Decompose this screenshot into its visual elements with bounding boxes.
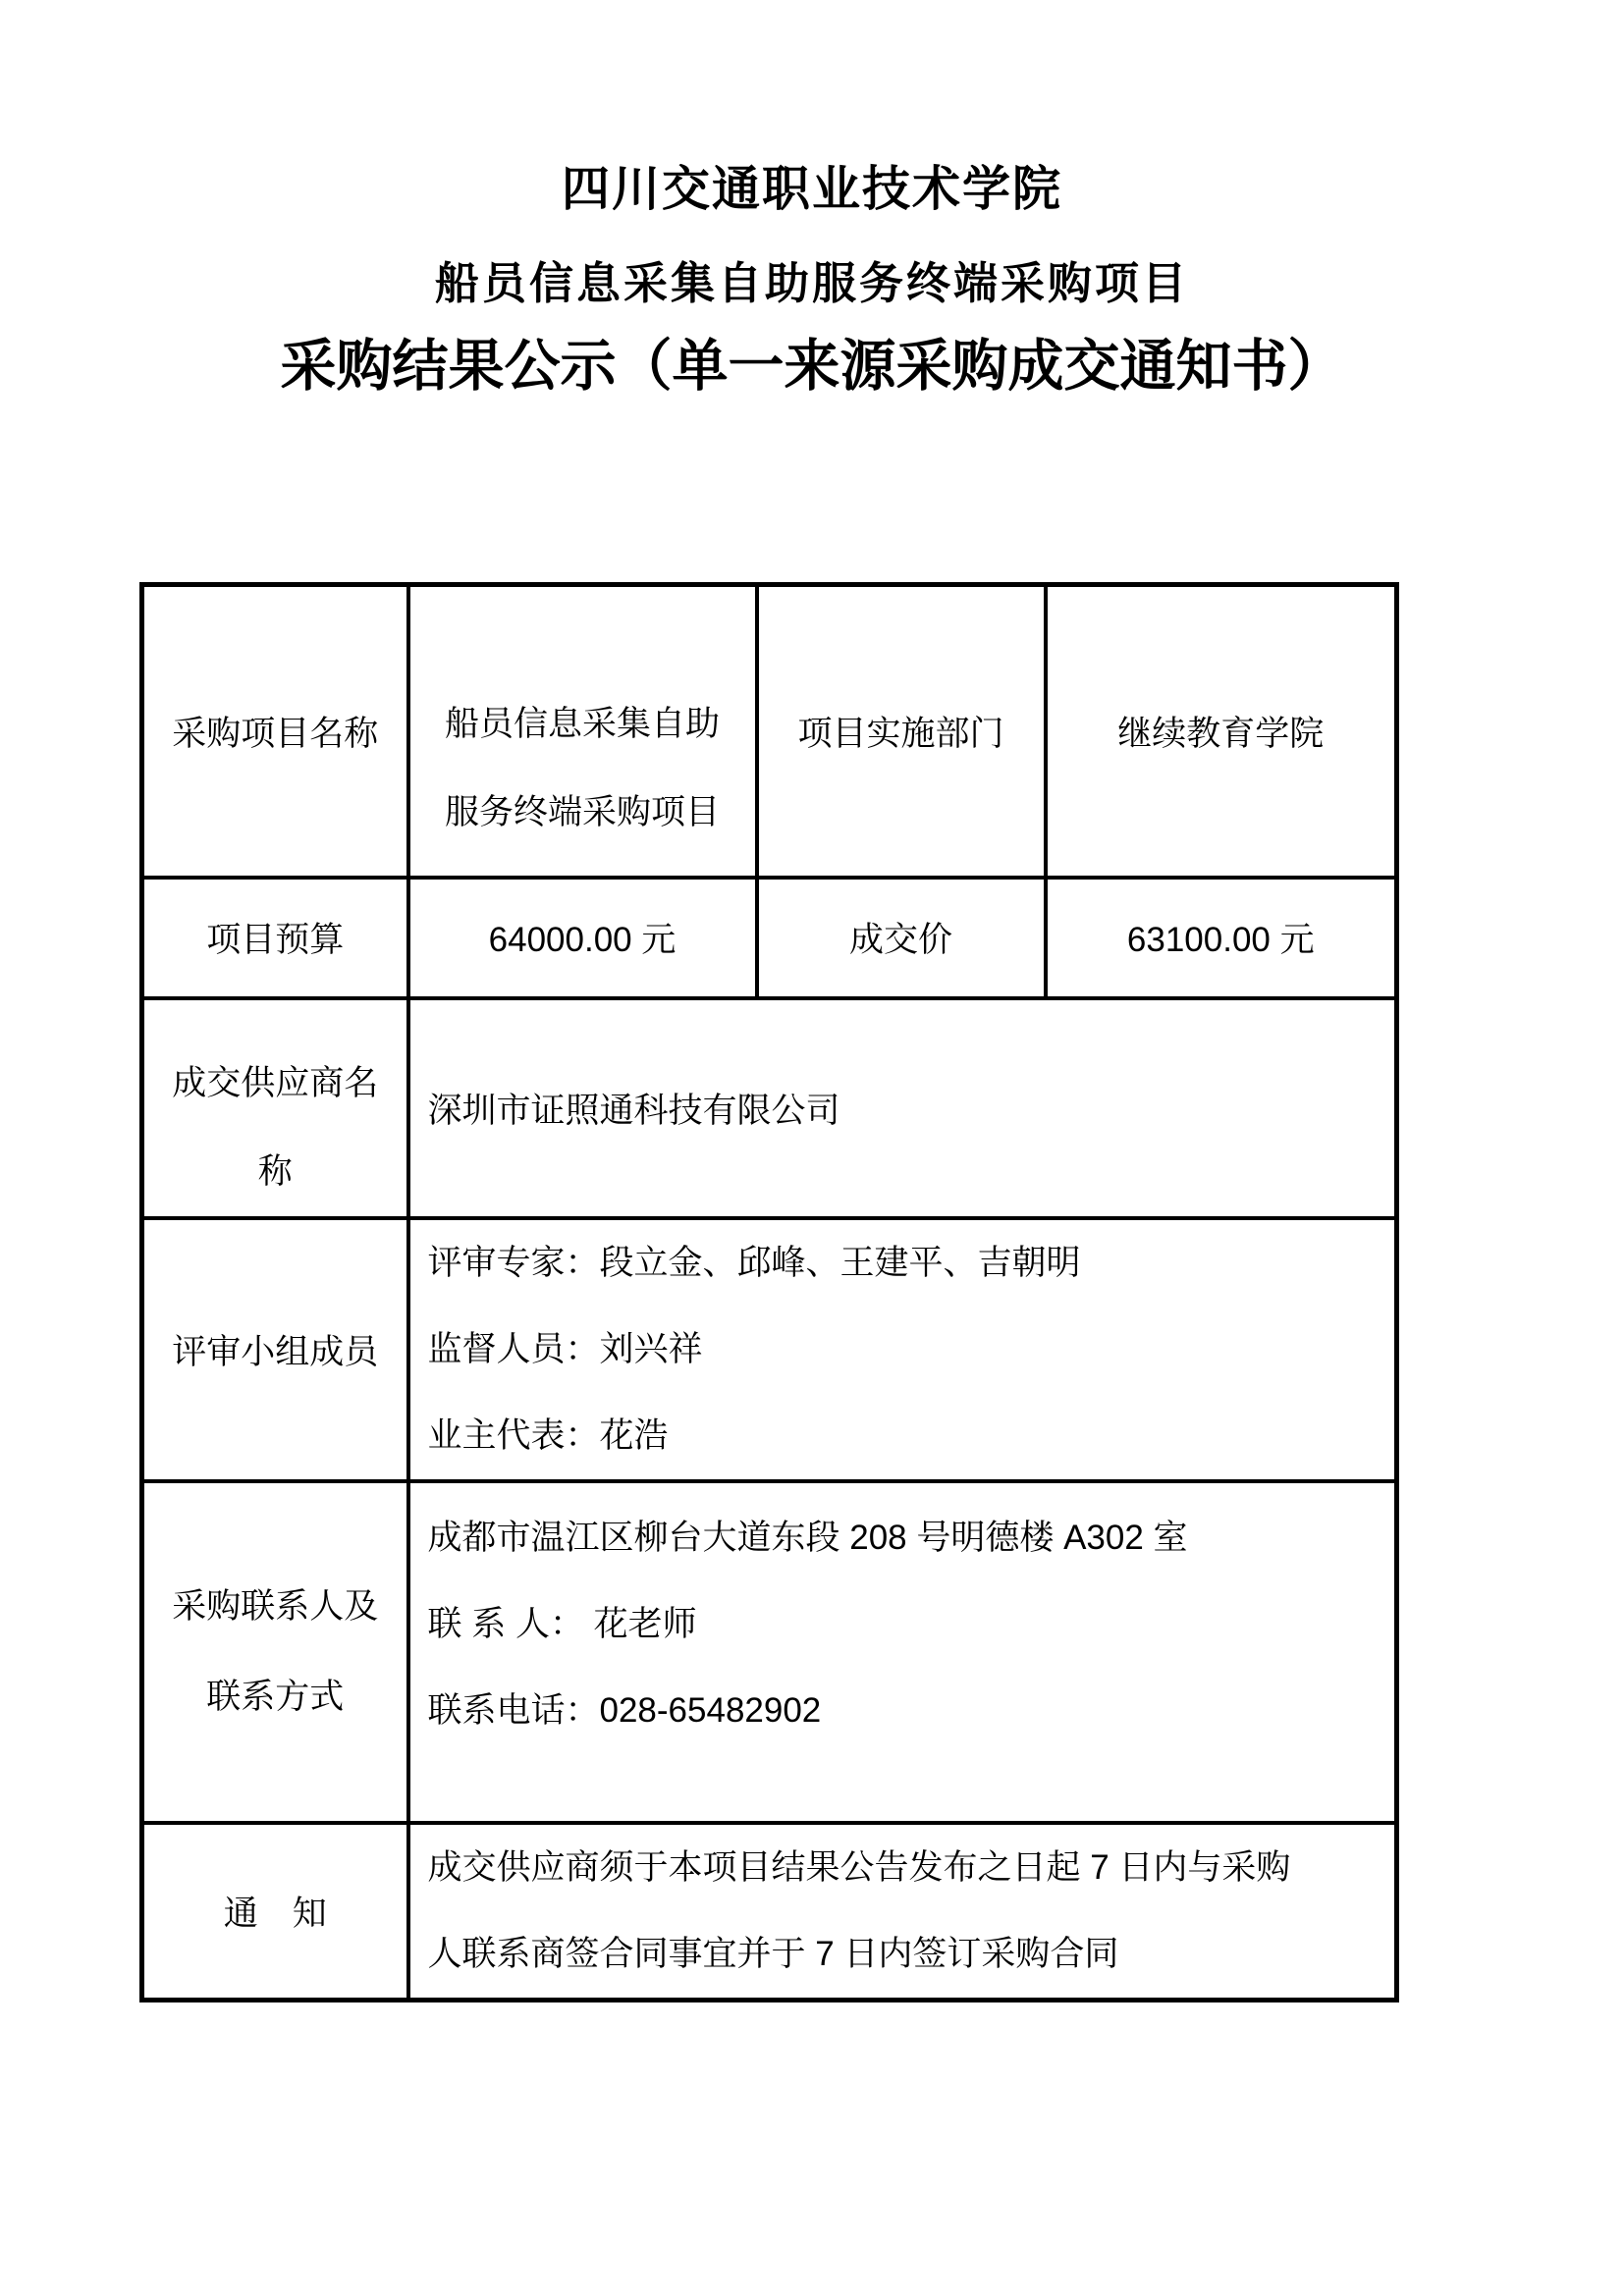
row-supplier <box>142 998 1397 1218</box>
budget-label: 项目预算 <box>142 878 408 998</box>
budget-value: 64000.00 元 <box>408 878 757 998</box>
contact-address-line: 成都市温江区柳台大道东段 208 号明德楼 A302 室 <box>427 1518 1188 1557</box>
contact-phone-line: 联系电话：028-65482902 <box>427 1690 822 1730</box>
notice-line1: 成交供应商须于本项目结果公告发布之日起 7 日内与采购 <box>427 1847 1291 1887</box>
contact-label-line2: 联系方式 <box>206 1677 345 1716</box>
supplier-label-line2: 称 <box>257 1151 293 1191</box>
owner-rep-line: 业主代表：花浩 <box>427 1415 669 1455</box>
doc-title-result: 采购结果公示（单一来源采购成交通知书） <box>280 336 1344 398</box>
deal-price-value: 63100.00 元 <box>1046 878 1397 998</box>
implementing-dept-value: 继续教育学院 <box>1046 585 1397 878</box>
project-name-label: 采购项目名称 <box>142 585 408 878</box>
implementing-dept-label: 项目实施部门 <box>757 585 1046 878</box>
row-budget <box>142 878 1397 998</box>
notice-label: 通 知 <box>142 1823 408 2001</box>
contact-label <box>142 1481 408 1823</box>
notice-value <box>408 1823 1397 2001</box>
doc-title-school: 四川交通职业技术学院 <box>561 162 1062 216</box>
row-notice <box>142 1823 1397 2001</box>
contact-label-line1: 采购联系人及 <box>172 1586 379 1626</box>
procurement-result-table <box>139 582 1399 2002</box>
contact-value <box>408 1481 1397 1823</box>
review-experts-line: 评审专家：段立金、邱峰、王建平、吉朝明 <box>427 1243 1081 1282</box>
project-name-value-line2: 服务终端采购项目 <box>444 792 720 831</box>
supplier-label-line1: 成交供应商名 <box>172 1063 379 1102</box>
deal-price-label: 成交价 <box>757 878 1046 998</box>
project-name-value <box>408 585 757 878</box>
notice-line2: 人联系商签合同事宜并于 7 日内签订采购合同 <box>427 1934 1119 1973</box>
project-name-value-line1: 船员信息采集自助 <box>444 704 720 743</box>
supervisor-line: 监督人员：刘兴祥 <box>427 1329 703 1368</box>
row-review-team <box>142 1218 1397 1481</box>
review-team-label: 评审小组成员 <box>142 1218 408 1481</box>
doc-title-project: 船员信息采集自助服务终端采购项目 <box>434 258 1189 308</box>
supplier-value: 深圳市证照通科技有限公司 <box>408 998 1397 1218</box>
row-project-name <box>142 585 1397 878</box>
review-team-value <box>408 1218 1397 1481</box>
row-contact <box>142 1481 1397 1823</box>
supplier-label <box>142 998 408 1218</box>
contact-person-line: 联 系 人： 花老师 <box>427 1604 697 1643</box>
